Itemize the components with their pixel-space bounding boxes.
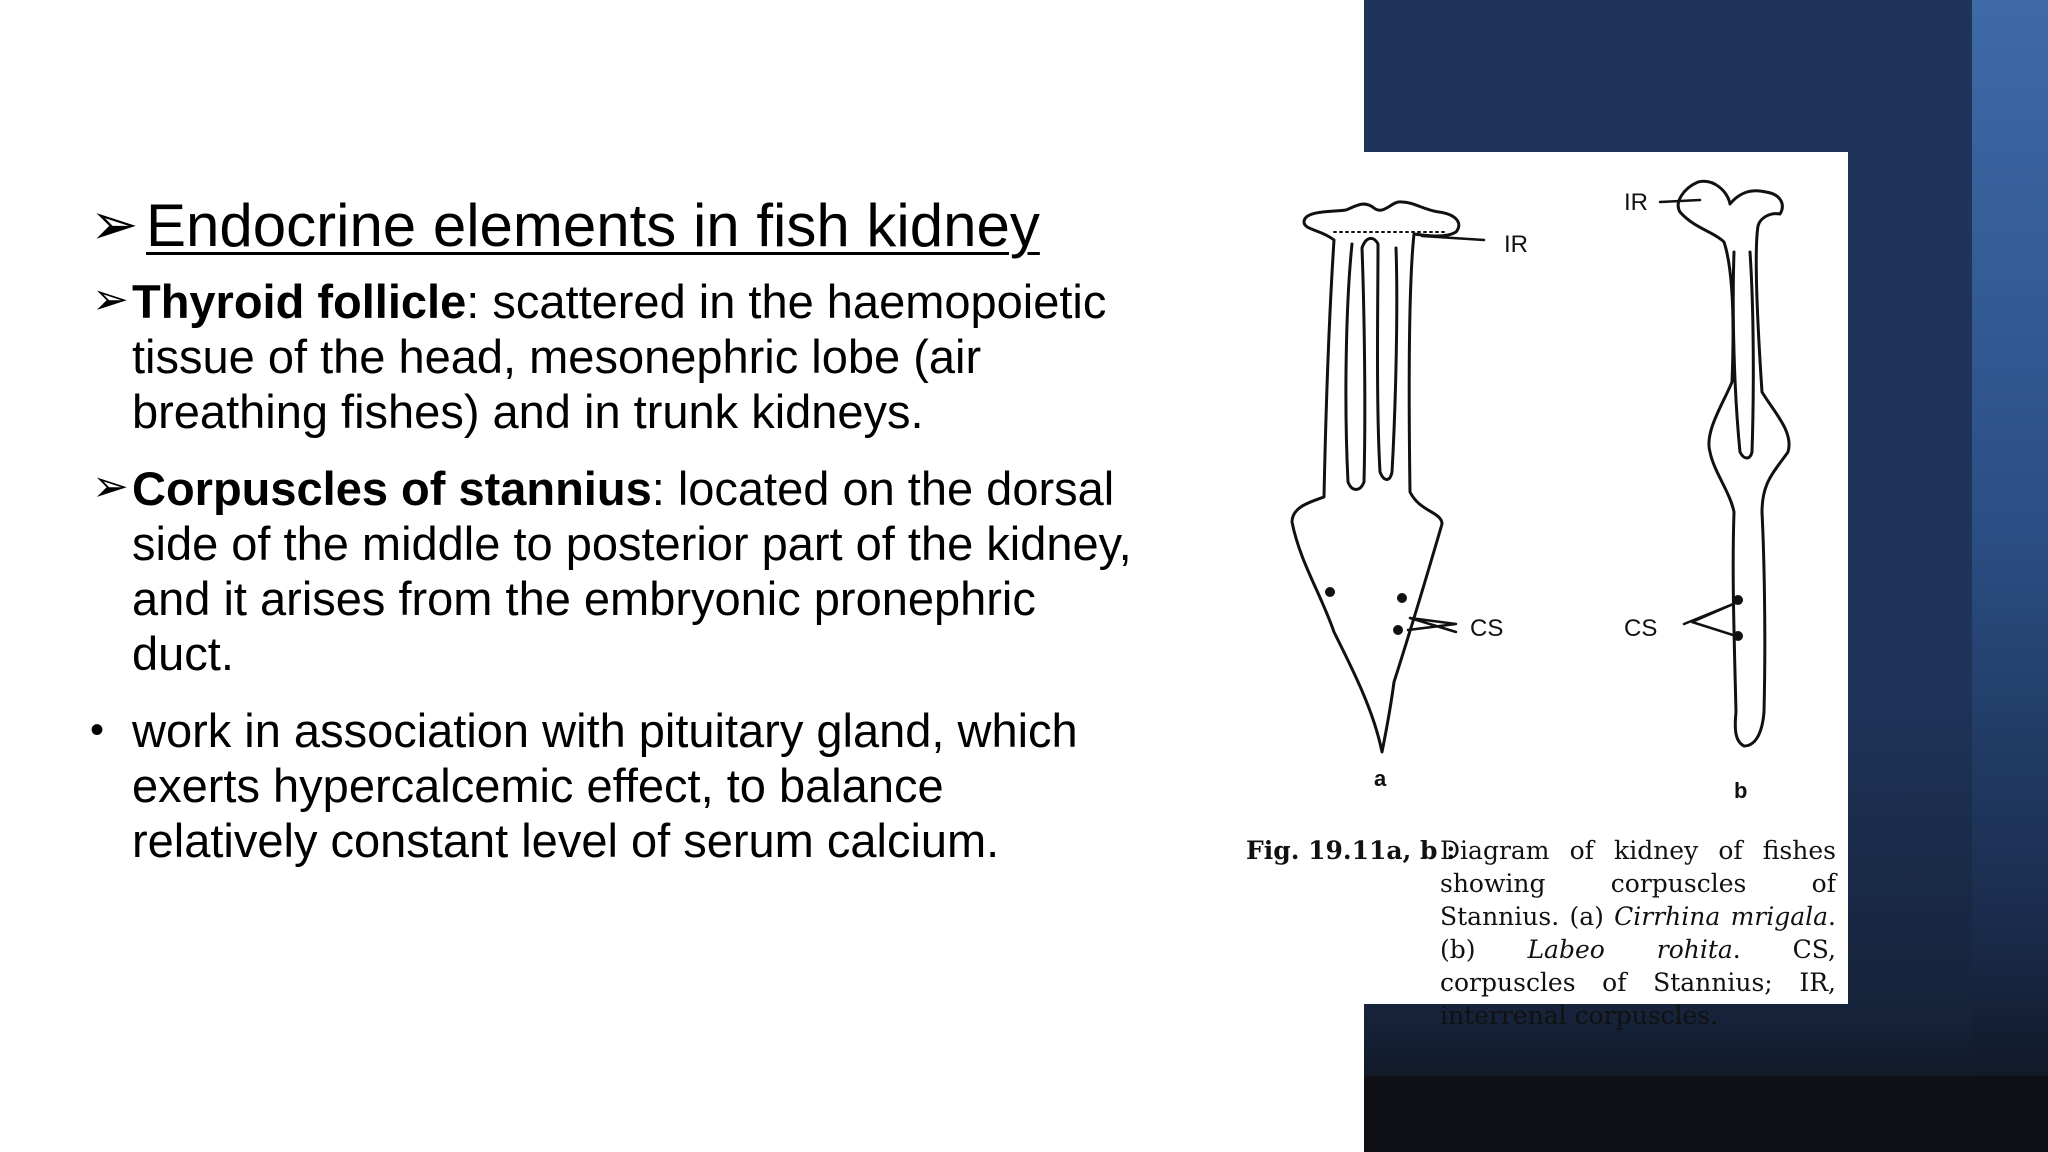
label-b: b — [1734, 778, 1748, 803]
background-accent-stripe — [1972, 0, 2048, 1152]
figure-caption — [1246, 834, 1836, 1032]
kidney-a-outline — [1292, 202, 1459, 752]
arrow-bullet-icon: ➢ — [92, 275, 129, 324]
label-ir-b: IR — [1624, 189, 1648, 216]
label-ir-a: IR — [1504, 231, 1528, 258]
kidney-b-inner-lobe — [1733, 252, 1753, 458]
slide-text — [90, 190, 1140, 890]
label-cs-b: CS — [1624, 615, 1658, 642]
kidney-diagram — [1214, 152, 1848, 832]
arrow-bullet-icon: ➢ — [92, 462, 129, 511]
kidney-diagram-figure — [1214, 152, 1848, 1030]
slide-heading — [90, 190, 1140, 262]
label-a: a — [1374, 766, 1387, 791]
cs-dot-b1 — [1733, 595, 1743, 605]
cs-dot-a2 — [1397, 593, 1407, 603]
cs-dot-a3 — [1393, 625, 1403, 635]
item-description: : located on the dorsal side of the middle to posterior part of the kidney, and it arises from the embryonic pronephric duct. — [132, 462, 1132, 680]
item-term: Corpuscles of stannius — [132, 462, 652, 515]
cs-dot-a1 — [1325, 587, 1335, 597]
background-bottom-band — [1364, 1076, 2048, 1152]
item-term: Thyroid follicle — [132, 275, 467, 328]
list-item-function — [90, 703, 1140, 868]
cs-dot-b2 — [1733, 631, 1743, 641]
item-description: work in association with pituitary gland, which exerts hypercalcemic effect, to balance relatively constant level of serum calcium. — [132, 704, 1078, 867]
kidney-a-inner-lobe — [1346, 238, 1397, 489]
list-item-stannius — [90, 461, 1140, 681]
item-description: : scattered in the haemopoietic tissue of the head, mesonephric lobe (air breathing fishes) and in trunk kidneys. — [132, 275, 1107, 438]
bullet-dot-icon: • — [90, 708, 105, 752]
label-cs-a: CS — [1470, 615, 1504, 642]
list-item-thyroid — [90, 274, 1140, 439]
heading-text: Endocrine elements in fish kidney — [146, 192, 1040, 259]
arrow-bullet-icon: ➢ — [90, 192, 139, 257]
caption-text: Diagram of kidney of fishes showing corpuscles of Stannius. (a) Cirrhina mrigala. (b) Labeo rohita. CS, corpuscles of Stannius; IR, interrenal corpuscles. — [1440, 836, 1836, 1030]
caption-label: Fig. 19.11a, b : — [1246, 836, 1456, 865]
